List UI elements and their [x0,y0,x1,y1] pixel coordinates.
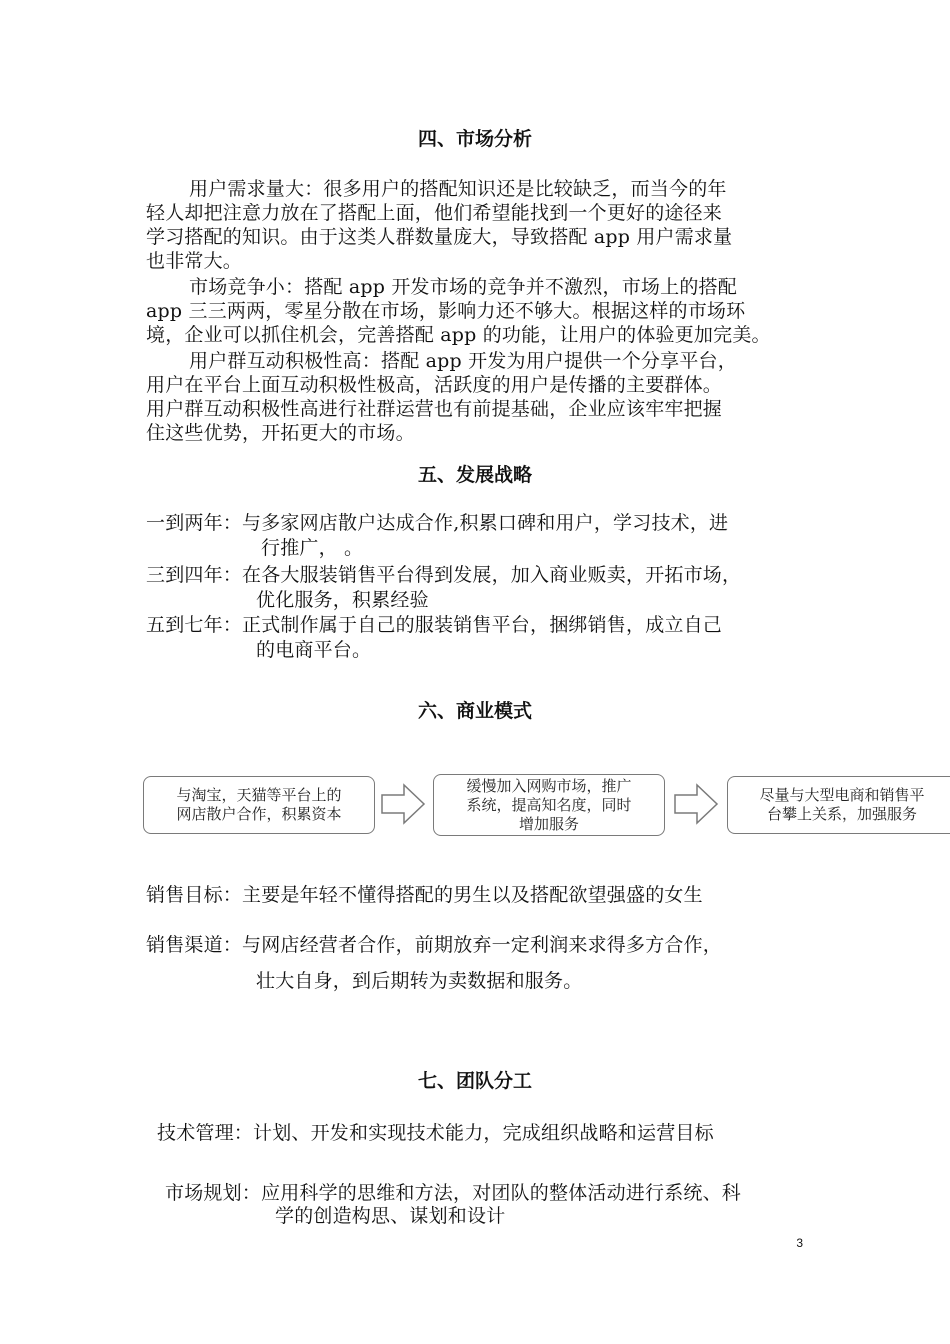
paragraph-line: 用户群互动积极性高进行社群运营也有前提基础，企业应该牢牢把握 [146,398,723,420]
paragraph-line: 也非常大。 [146,250,243,272]
sales-channel-continuation: 壮大自身，到后期转为卖数据和服务。 [256,970,583,992]
section-6-title: 六、商业模式 [417,700,532,722]
sales-target: 销售目标：主要是年轻不懂得搭配的男生以及搭配欲望强盛的女生 [146,884,703,906]
strategy-item: 三到四年：在各大服装销售平台得到发展，加入商业贩卖，开拓市场， [146,564,742,586]
section-7-title: 七、团队分工 [417,1070,532,1092]
paragraph-line: app 三三两两，零星分散在市场，影响力还不够大。根据这样的市场环 [146,300,746,322]
page-number: 3 [796,1236,803,1250]
sales-channel: 销售渠道：与网店经营者合作，前期放弃一定利润来求得多方合作， [146,934,723,956]
strategy-item: 五到七年：正式制作属于自己的服装销售平台，捆绑销售，成立自己 [146,614,723,636]
flow-arrow-icon [380,783,426,825]
paragraph-line: 住这些优势，开拓更大的市场。 [146,422,415,444]
paragraph-line: 轻人却把注意力放在了搭配上面，他们希望能找到一个更好的途径来 [146,202,723,224]
paragraph-line: 用户在平台上面互动积极性极高，活跃度的用户是传播的主要群体。 [146,374,723,396]
flow-step-text: 系统，提高知名度，同时 [466,795,632,814]
flow-step-text: 缓慢加入网购市场，推广 [466,776,632,795]
team-role-market-continuation: 学的创造构思、谋划和设计 [275,1205,506,1227]
paragraph-line: 用户群互动积极性高：搭配 app 开发为用户提供一个分享平台， [189,350,737,372]
paragraph-line: 市场竞争小：搭配 app 开发市场的竞争并不激烈，市场上的搭配 [189,276,737,298]
strategy-item-continuation: 行推广， 。 [261,537,364,559]
team-role-tech: 技术管理：计划、开发和实现技术能力，完成组织战略和运营目标 [157,1122,714,1144]
section-4-title: 四、市场分析 [417,128,532,150]
team-role-market: 市场规划：应用科学的思维和方法，对团队的整体活动进行系统、科 [165,1182,742,1204]
flow-step-1 [143,776,375,834]
paragraph-line: 学习搭配的知识。由于这类人群数量庞大，导致搭配 app 用户需求量 [146,226,733,248]
flow-step-text: 与淘宝，天猫等平台上的 [176,786,342,804]
flow-step-text: 台攀上关系，加强服务 [766,805,917,823]
strategy-item: 一到两年：与多家网店散户达成合作,积累口碑和用户，学习技术，进 [146,512,729,534]
strategy-item-continuation: 优化服务，积累经验 [256,589,429,611]
strategy-item-continuation: 的电商平台。 [256,639,372,661]
paragraph-line: 境，企业可以抓住机会，完善搭配 app 的功能，让用户的体验更加完美。 [146,324,771,346]
flow-step-text: 增加服务 [518,814,579,833]
section-5-title: 五、发展战略 [417,464,532,486]
paragraph-line: 用户需求量大：很多用户的搭配知识还是比较缺乏，而当今的年 [189,178,727,200]
flow-step-text: 尽量与大型电商和销售平 [759,786,925,804]
flow-arrow-icon [673,783,719,825]
flow-step-text: 网店散户合作，积累资本 [176,805,342,823]
flow-step-3 [727,776,950,834]
flow-step-2 [433,774,665,836]
